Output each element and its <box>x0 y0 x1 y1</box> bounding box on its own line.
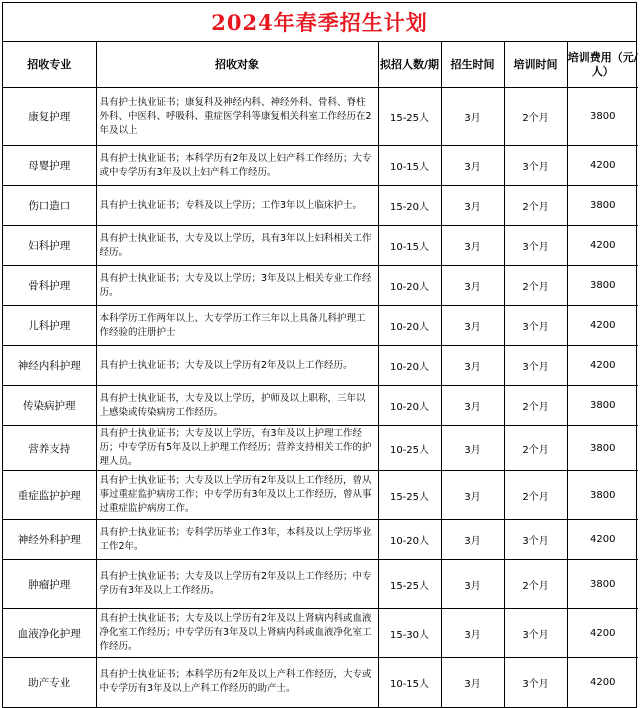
cell-train-time: 3个月 <box>504 609 567 658</box>
cell-train-time: 2个月 <box>504 186 567 226</box>
cell-major: 骨科护理 <box>3 266 96 306</box>
header-fee: 培训费用（元/人） <box>567 42 638 88</box>
cell-train-time: 2个月 <box>504 560 567 609</box>
cell-fee: 4200 <box>567 306 638 346</box>
cell-major: 助产专业 <box>3 658 96 707</box>
cell-quota: 15-25人 <box>378 560 441 609</box>
cell-fee: 4200 <box>567 520 638 560</box>
cell-train-time: 3个月 <box>504 306 567 346</box>
cell-train-time: 3个月 <box>504 520 567 560</box>
cell-requirement: 具有护士执业证书；专科学历毕业工作3年，本科及以上学历毕业工作2年。 <box>96 520 378 560</box>
table-header-row <box>3 42 638 88</box>
header-major: 招收专业 <box>3 42 96 88</box>
cell-major: 神经内科护理 <box>3 346 96 386</box>
cell-fee: 4200 <box>567 346 638 386</box>
cell-fee: 3800 <box>567 386 638 426</box>
cell-train-time: 2个月 <box>504 471 567 520</box>
cell-enroll-time: 3月 <box>441 266 504 306</box>
header-train-time: 培训时间 <box>504 42 567 88</box>
cell-enroll-time: 3月 <box>441 226 504 266</box>
cell-requirement: 具有护士执业证书；专科及以上学历；工作3年以上临床护士。 <box>96 186 378 226</box>
table-row <box>3 658 638 707</box>
cell-enroll-time: 3月 <box>441 386 504 426</box>
cell-major: 妇科护理 <box>3 226 96 266</box>
cell-enroll-time: 3月 <box>441 560 504 609</box>
table-row <box>3 226 638 266</box>
cell-quota: 15-30人 <box>378 609 441 658</box>
cell-enroll-time: 3月 <box>441 658 504 707</box>
cell-fee: 3800 <box>567 266 638 306</box>
cell-train-time: 2个月 <box>504 386 567 426</box>
cell-enroll-time: 3月 <box>441 146 504 186</box>
cell-enroll-time: 3月 <box>441 609 504 658</box>
cell-fee: 4200 <box>567 658 638 707</box>
cell-requirement: 具有护士执业证书；大专及以上学历有2年及以上工作经历。 <box>96 346 378 386</box>
cell-train-time: 2个月 <box>504 88 567 146</box>
cell-major: 儿科护理 <box>3 306 96 346</box>
cell-requirement: 具有护士执业证书，大专及以上学历，具有3年以上妇科相关工作经历。 <box>96 226 378 266</box>
cell-fee: 4200 <box>567 226 638 266</box>
cell-quota: 10-15人 <box>378 226 441 266</box>
cell-fee: 3800 <box>567 88 638 146</box>
cell-enroll-time: 3月 <box>441 471 504 520</box>
cell-quota: 10-20人 <box>378 346 441 386</box>
cell-quota: 10-15人 <box>378 658 441 707</box>
cell-enroll-time: 3月 <box>441 346 504 386</box>
cell-fee: 4200 <box>567 609 638 658</box>
cell-enroll-time: 3月 <box>441 88 504 146</box>
cell-train-time: 3个月 <box>504 346 567 386</box>
table-row <box>3 186 638 226</box>
header-quota: 拟招人数/期 <box>378 42 441 88</box>
cell-quota: 10-25人 <box>378 426 441 471</box>
table-row <box>3 520 638 560</box>
cell-enroll-time: 3月 <box>441 520 504 560</box>
cell-requirement: 具有护士执业证书；大专及以上学历有2年及以上工作经历；中专学历有3年及以上工作经历。 <box>96 560 378 609</box>
cell-requirement: 具有护士执业证书；本科学历有2年及以上产科工作经历，大专或中专学历有3年及以上产科工作经历的助产士。 <box>96 658 378 707</box>
cell-quota: 15-20人 <box>378 186 441 226</box>
cell-quota: 10-20人 <box>378 520 441 560</box>
cell-requirement: 具有护士执业证书；大专及以上学历有2年及以上工作经历，曾从事过重症监护病房工作；中专学历有3年及以上工作经历，曾从事过重症监护病房工作。 <box>96 471 378 520</box>
cell-fee: 3800 <box>567 560 638 609</box>
cell-requirement: 具有护士执业证书；康复科及神经内科、神经外科、骨科、脊柱外科、中医科、呼吸科、重症医学科等康复相关科室工作经历在2年及以上 <box>96 88 378 146</box>
cell-fee: 3800 <box>567 471 638 520</box>
table-row <box>3 386 638 426</box>
table-row <box>3 266 638 306</box>
cell-enroll-time: 3月 <box>441 186 504 226</box>
cell-fee: 4200 <box>567 146 638 186</box>
table-row <box>3 471 638 520</box>
cell-requirement: 具有护士执业证书；大专及以上学历；3年及以上相关专业工作经历。 <box>96 266 378 306</box>
cell-requirement: 具有护士执业证书，大专及以上学历，护师及以上职称，三年以上感染或传染病房工作经历。 <box>96 386 378 426</box>
cell-requirement: 具有护士执业证书；大专及以上学历，有3年及以上护理工作经历；中专学历有5年及以上护理工作经历；营养支持相关工作的护理人员。 <box>96 426 378 471</box>
cell-major: 重症监护护理 <box>3 471 96 520</box>
table-row <box>3 560 638 609</box>
cell-train-time: 2个月 <box>504 426 567 471</box>
cell-quota: 10-20人 <box>378 266 441 306</box>
cell-quota: 10-20人 <box>378 386 441 426</box>
cell-enroll-time: 3月 <box>441 306 504 346</box>
cell-quota: 10-20人 <box>378 306 441 346</box>
cell-train-time: 3个月 <box>504 146 567 186</box>
cell-requirement: 本科学历工作两年以上、大专学历工作三年以上具备儿科护理工作经验的注册护士 <box>96 306 378 346</box>
cell-major: 营养支持 <box>3 426 96 471</box>
cell-quota: 15-25人 <box>378 88 441 146</box>
table-row <box>3 346 638 386</box>
cell-fee: 3800 <box>567 186 638 226</box>
table-row <box>3 426 638 471</box>
cell-requirement: 具有护士执业证书；大专及以上学历有2年及以上肾病内科或血液净化室工作经历；中专学历有3年及以上肾病内科或血液净化室工作经历。 <box>96 609 378 658</box>
cell-train-time: 2个月 <box>504 266 567 306</box>
cell-train-time: 3个月 <box>504 658 567 707</box>
cell-major: 母婴护理 <box>3 146 96 186</box>
table-row <box>3 609 638 658</box>
enrollment-table <box>3 42 638 707</box>
header-requirement: 招收对象 <box>96 42 378 88</box>
cell-major: 血液净化护理 <box>3 609 96 658</box>
cell-major: 伤口造口 <box>3 186 96 226</box>
cell-major: 肿瘤护理 <box>3 560 96 609</box>
cell-enroll-time: 3月 <box>441 426 504 471</box>
enrollment-plan-sheet <box>2 2 637 708</box>
page-title: 2024年春季招生计划 <box>3 3 636 42</box>
cell-major: 康复护理 <box>3 88 96 146</box>
cell-quota: 15-25人 <box>378 471 441 520</box>
cell-major: 传染病护理 <box>3 386 96 426</box>
cell-quota: 10-15人 <box>378 146 441 186</box>
cell-fee: 3800 <box>567 426 638 471</box>
table-row <box>3 146 638 186</box>
cell-train-time: 3个月 <box>504 226 567 266</box>
cell-major: 神经外科护理 <box>3 520 96 560</box>
table-row <box>3 306 638 346</box>
table-row <box>3 88 638 146</box>
cell-requirement: 具有护士执业证书；本科学历有2年及以上妇产科工作经历；大专或中专学历有3年及以上妇产科工作经历。 <box>96 146 378 186</box>
header-enroll-time: 招生时间 <box>441 42 504 88</box>
